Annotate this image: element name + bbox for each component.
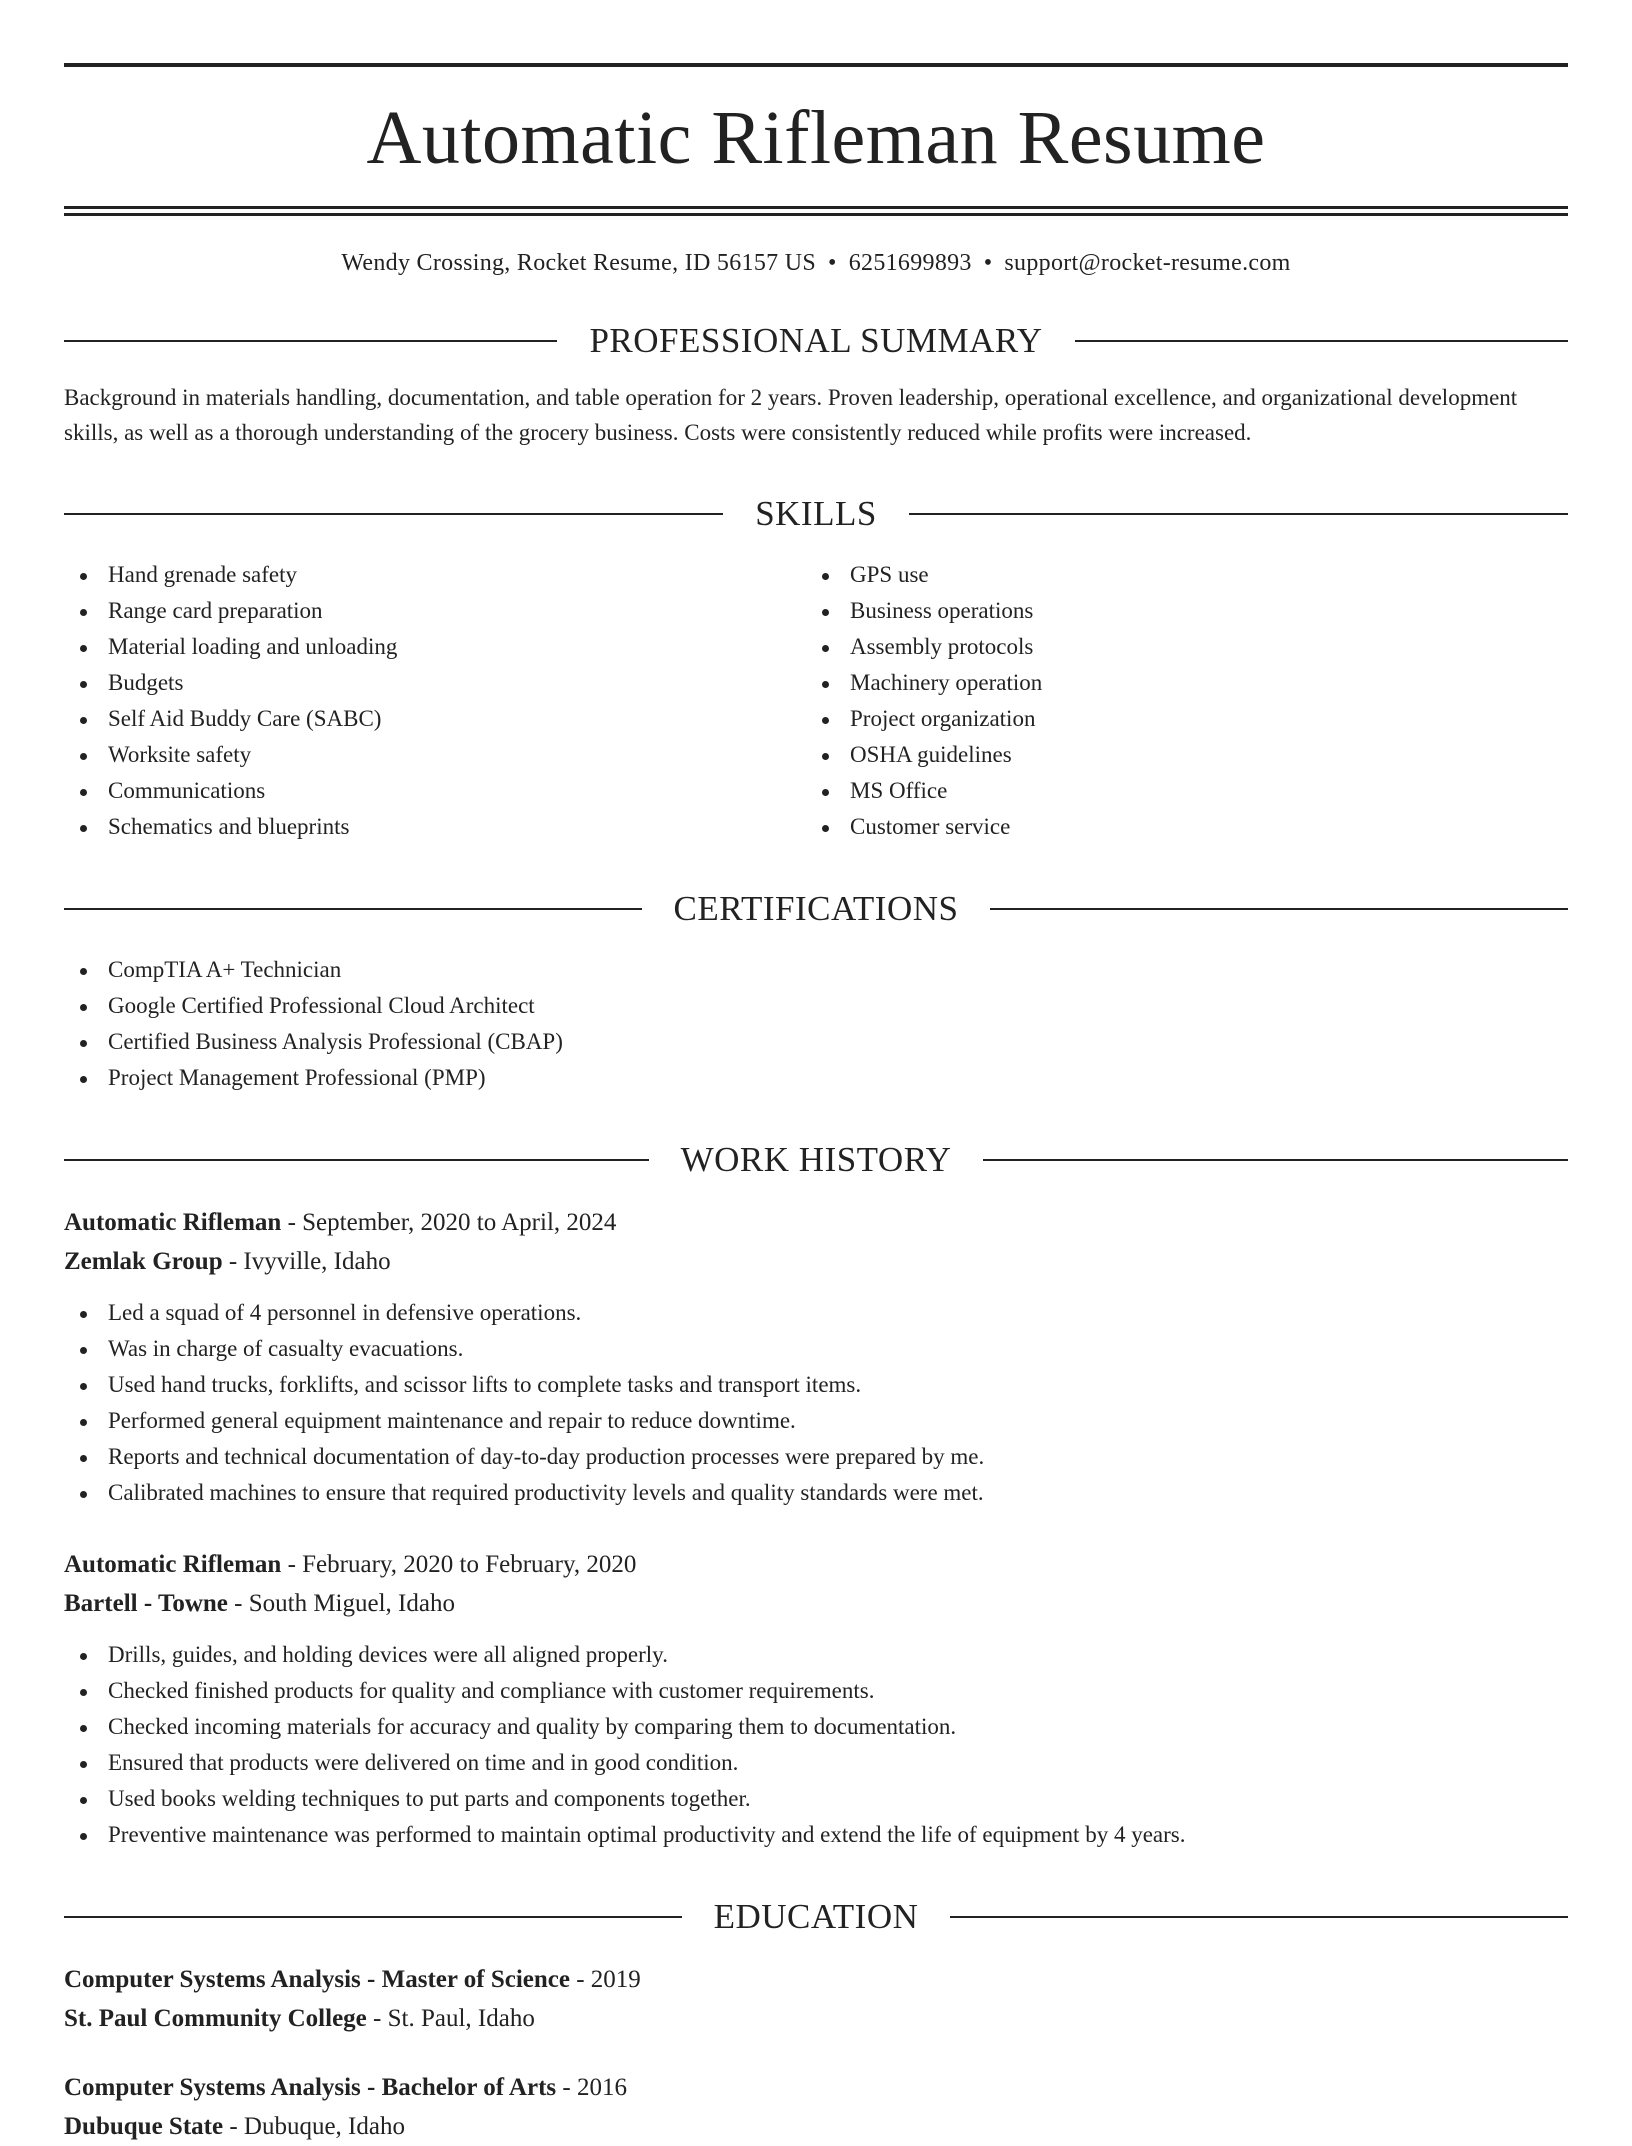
contact-separator: • [828, 250, 837, 276]
section-title: SKILLS [755, 494, 877, 533]
skill-item: Customer service [806, 809, 1548, 845]
section-rule [64, 908, 642, 910]
section-rule [950, 1916, 1568, 1918]
job-company: Bartell - Towne [64, 1590, 228, 1617]
job-duty-item: Checked incoming materials for accuracy and quality by comparing them to documentation. [64, 1709, 1568, 1745]
skill-item: Worksite safety [64, 737, 806, 773]
section-header-skills [64, 496, 1568, 531]
skill-item: Self Aid Buddy Care (SABC) [64, 701, 806, 737]
resume-title: Automatic Rifleman Resume [366, 96, 1266, 180]
skill-item: Material loading and unloading [64, 629, 806, 665]
skill-item: MS Office [806, 773, 1548, 809]
job-duty-item: Checked finished products for quality and compliance with customer requirements. [64, 1673, 1568, 1709]
title-double-rule [64, 206, 1568, 216]
job-company: Zemlak Group [64, 1248, 223, 1275]
job-duty-item: Used hand trucks, forklifts, and scissor lifts to complete tasks and transport items. [64, 1367, 1568, 1403]
job-company-line [64, 1584, 1568, 1623]
job-entry [64, 1545, 1568, 1853]
section-rule [990, 908, 1568, 910]
skill-item: GPS use [806, 557, 1548, 593]
job-dates: - September, 2020 to April, 2024 [281, 1209, 617, 1236]
education-school: Dubuque State [64, 2113, 224, 2140]
skill-item: Budgets [64, 665, 806, 701]
skills-column-right [806, 557, 1548, 845]
section-header-certifications [64, 891, 1568, 926]
job-title-line [64, 1545, 1568, 1584]
job-duty-item: Preventive maintenance was performed to maintain optimal productivity and extend the life of equipment by 4 years. [64, 1817, 1568, 1853]
contact-line [64, 250, 1568, 277]
skill-item: Business operations [806, 593, 1548, 629]
skills-grid [64, 557, 1568, 845]
skill-item: Communications [64, 773, 806, 809]
education-degree: Computer Systems Analysis - Bachelor of Arts [64, 2074, 557, 2101]
skill-item: Project organization [806, 701, 1548, 737]
certification-item: CompTIA A+ Technician [64, 952, 1568, 988]
section-rule [64, 1916, 682, 1918]
job-duty-item: Drills, guides, and holding devices were all aligned properly. [64, 1637, 1568, 1673]
education-entry [64, 1960, 1568, 2038]
top-rule [64, 63, 1568, 67]
section-rule [64, 1159, 649, 1161]
skill-item: Hand grenade safety [64, 557, 806, 593]
section-header-work-history [64, 1142, 1568, 1177]
certification-item: Project Management Professional (PMP) [64, 1060, 1568, 1096]
section-title: WORK HISTORY [680, 1140, 952, 1179]
certifications-block [64, 952, 1568, 1096]
certifications-list [64, 952, 1568, 1096]
skill-item: Machinery operation [806, 665, 1548, 701]
section-title: PROFESSIONAL SUMMARY [589, 321, 1043, 360]
job-duty-item: Calibrated machines to ensure that required productivity levels and quality standards were met. [64, 1475, 1568, 1511]
job-duties-list [64, 1637, 1568, 1853]
certification-item: Certified Business Analysis Professional (CBAP) [64, 1024, 1568, 1060]
job-location: - South Miguel, Idaho [227, 1590, 455, 1617]
job-title: Automatic Rifleman [64, 1551, 282, 1578]
section-title: EDUCATION [713, 1897, 919, 1936]
section-rule [909, 513, 1568, 515]
job-duty-item: Ensured that products were delivered on time and in good condition. [64, 1745, 1568, 1781]
education-year: - 2019 [569, 1966, 641, 1993]
contact-email: support@rocket-resume.com [1004, 250, 1291, 276]
job-duties-list [64, 1295, 1568, 1511]
education-school: St. Paul Community College [64, 2005, 367, 2032]
job-duty-item: Led a squad of 4 personnel in defensive operations. [64, 1295, 1568, 1331]
contact-separator: • [983, 250, 993, 276]
skill-item: OSHA guidelines [806, 737, 1548, 773]
skills-list-left [64, 557, 806, 845]
education-degree-line [64, 1960, 1568, 1999]
section-header-summary [64, 323, 1568, 358]
job-entry [64, 1203, 1568, 1511]
job-duty-item: Used books welding techniques to put parts and components together. [64, 1781, 1568, 1817]
education-year: - 2016 [556, 2074, 627, 2101]
summary-text: Background in materials handling, documentation, and table operation for 2 years. Proven leadership, operational excellence, and organizational development skills, as well as a thorough understanding of the grocery business. Costs were consistently reduced while profits were increased. [64, 385, 1518, 445]
section-header-education [64, 1899, 1568, 1934]
education-school-line [64, 2107, 1568, 2146]
section-rule [983, 1159, 1568, 1161]
skill-item: Schematics and blueprints [64, 809, 806, 845]
section-rule [1075, 340, 1568, 342]
job-duty-item: Was in charge of casualty evacuations. [64, 1331, 1568, 1367]
section-title: CERTIFICATIONS [673, 889, 959, 928]
section-rule [64, 513, 723, 515]
education-school-line [64, 1999, 1568, 2038]
skills-list-right [806, 557, 1548, 845]
job-company-line [64, 1242, 1568, 1281]
job-location: - Ivyville, Idaho [222, 1248, 391, 1275]
skill-item: Range card preparation [64, 593, 806, 629]
skill-item: Assembly protocols [806, 629, 1548, 665]
certification-item: Google Certified Professional Cloud Architect [64, 988, 1568, 1024]
job-dates: - February, 2020 to February, 2020 [281, 1551, 637, 1578]
education-location: - St. Paul, Idaho [366, 2005, 535, 2032]
job-duty-item: Reports and technical documentation of day-to-day production processes were prepared by me. [64, 1439, 1568, 1475]
skills-column-left [64, 557, 806, 845]
job-title: Automatic Rifleman [64, 1209, 282, 1236]
contact-address: Wendy Crossing, Rocket Resume, ID 56157 US [341, 250, 817, 276]
section-rule [64, 340, 557, 342]
education-entry [64, 2068, 1568, 2146]
contact-phone: 6251699893 [848, 250, 972, 276]
job-title-line [64, 1203, 1568, 1242]
education-location: - Dubuque, Idaho [223, 2113, 405, 2140]
education-degree-line [64, 2068, 1568, 2107]
resume-page [64, 0, 1568, 2146]
job-duty-item: Performed general equipment maintenance and repair to reduce downtime. [64, 1403, 1568, 1439]
education-degree: Computer Systems Analysis - Master of Science [64, 1966, 570, 1993]
